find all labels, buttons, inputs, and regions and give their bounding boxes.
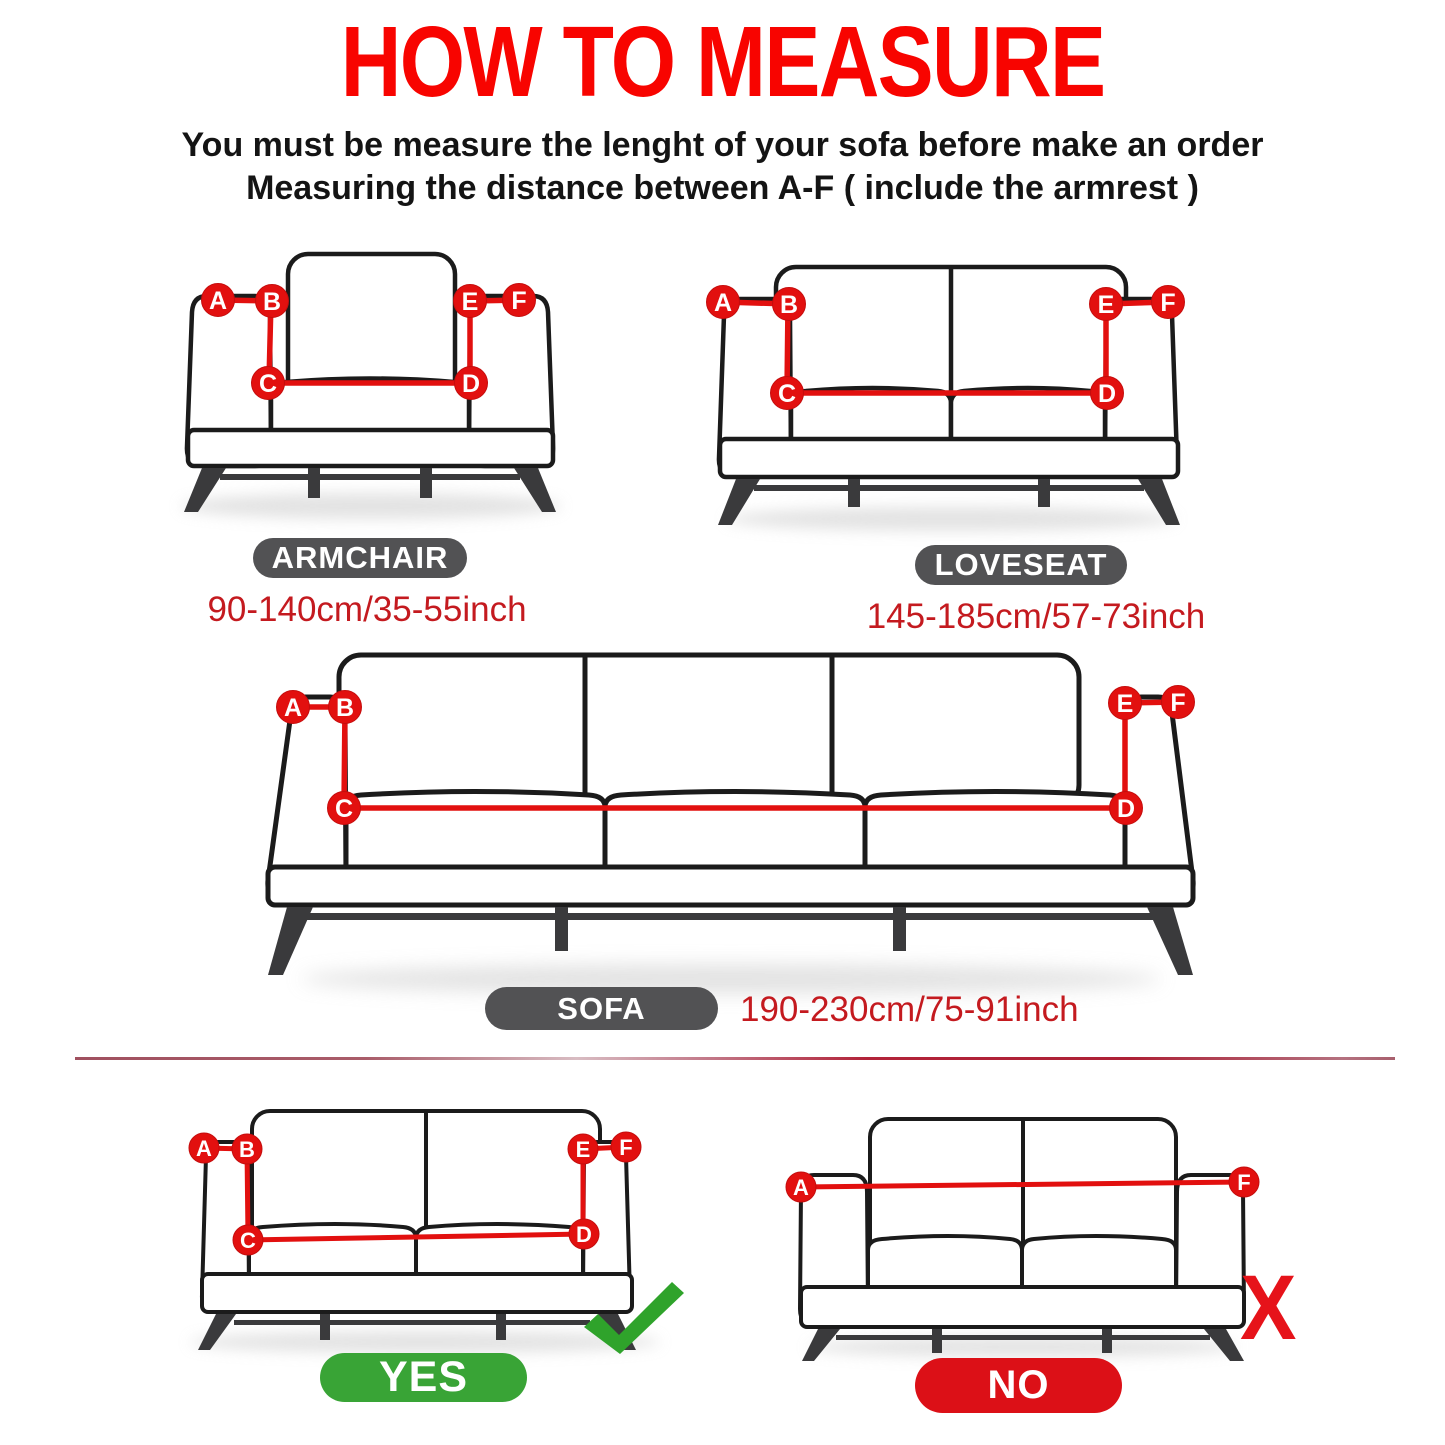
loveseat-label: LOVESEAT [934,547,1108,582]
correct-measure-point-a [189,1133,219,1163]
correct-measure-point-b [232,1134,262,1164]
sofa-seat-cushion-1 [346,792,605,870]
svg-text:D: D [461,370,481,398]
wrong-pill [915,1358,1122,1413]
armchair-diagram [160,242,580,542]
correct-measure-point-c [233,1225,263,1255]
correct-measure-point-e [568,1134,598,1164]
svg-text:B: B [262,288,282,316]
sofa-seat-cushion-2 [605,792,865,870]
subtitle-line-2: Measuring the distance between A-F ( include the armrest ) [246,169,1199,207]
correct-measure-point-d [569,1219,599,1249]
svg-text:F: F [1237,1170,1251,1195]
loveseat-range: 145-185cm/57-73inch [866,597,1206,636]
svg-text:A: A [793,1175,809,1200]
svg-text:A: A [196,1136,212,1161]
sofa-base [268,867,1193,905]
armchair-label: ARMCHAIR [271,540,449,575]
subtitle-line-1: You must be measure the lenght of your sofa before make an order [181,126,1264,164]
correct-measure-point-f [611,1132,641,1162]
sofa-diagram [255,645,1205,1010]
loveseat-seat-cushion-2 [951,388,1105,441]
cross-icon: X [1240,1257,1297,1359]
svg-text:B: B [239,1137,255,1162]
loveseat-shadow [726,507,1176,531]
svg-text:F: F [1160,289,1176,317]
armchair-label-pill [253,538,467,578]
svg-text:D: D [576,1222,592,1247]
svg-text:E: E [1116,690,1134,718]
svg-text:E: E [1097,291,1115,319]
svg-text:B: B [779,291,799,319]
armchair-measure-point-a [202,284,235,317]
loveseat-measure-point-f [1152,286,1185,319]
svg-text:B: B [335,694,355,722]
wrong-sofa-outline [800,1119,1244,1327]
correct-sofa-base [202,1274,632,1312]
svg-text:D: D [1097,380,1117,408]
svg-text:F: F [1170,689,1186,717]
svg-text:A: A [208,287,228,315]
sofa-measure-point-f [1162,686,1195,719]
svg-text:A: A [283,694,303,722]
correct-sofa-seat-cushion-1 [249,1224,416,1276]
wrong-measure-point-a [786,1172,816,1202]
loveseat-label-pill [915,545,1127,585]
correct-label: YES [378,1353,469,1401]
armchair-range: 90-140cm/35-55inch [207,590,527,629]
svg-text:A: A [713,289,733,317]
page-title-wrap [0,6,1445,118]
loveseat-measure-point-b [773,288,806,321]
loveseat-diagram [698,253,1198,543]
svg-text:E: E [575,1137,591,1162]
loveseat-measure-point-d [1091,377,1124,410]
correct-sofa-outline [202,1111,632,1312]
page-title: HOW TO MEASURE [340,6,1105,118]
loveseat-measure-point-a [707,286,740,319]
sofa-range: 190-230cm/75-91inch [740,990,1079,1029]
loveseat-base [720,439,1178,477]
sofa-measure-point-c [328,792,361,825]
svg-text:C: C [240,1228,256,1253]
armchair-measure-point-e [454,285,487,318]
svg-text:F: F [511,287,527,315]
sofa-label: SOFA [557,990,646,1026]
wrong-label: NO [987,1363,1050,1407]
loveseat-measure-point-e [1090,288,1123,321]
wrong-sofa-base [801,1287,1244,1327]
loveseat-seat-cushion-1 [791,388,951,441]
armchair-base [188,430,553,466]
correct-sofa-seat-cushion-2 [416,1224,583,1276]
section-divider [75,1057,1395,1060]
armchair-measure-point-f [503,284,536,317]
svg-text:F: F [619,1135,633,1160]
sofa-measure-point-b [329,691,362,724]
sofa-measure-point-e [1109,687,1142,720]
loveseat-measure-point-c [771,377,804,410]
wrong-example-diagram [782,1103,1262,1363]
subtitle [0,124,1445,210]
wrong-sofa-seat-cushion-1 [868,1236,1022,1289]
svg-text:D: D [1116,795,1136,823]
check-icon [578,1280,688,1355]
svg-text:C: C [334,795,354,823]
armchair-seat-cushion [271,379,469,433]
sofa-measure-point-a [277,691,310,724]
sofa-seat-cushion-3 [865,792,1125,870]
wrong-measure-point-f [1229,1167,1259,1197]
sofa-outline [268,655,1193,905]
armchair-measure-point-d [455,367,488,400]
armchair-outline [187,254,553,466]
svg-text:E: E [461,288,479,316]
correct-pill [320,1353,527,1402]
svg-text:C: C [777,380,797,408]
armchair-measure-point-c [252,367,285,400]
armchair-measure-point-b [256,285,289,318]
sofa-measure-point-d [1110,792,1143,825]
svg-text:C: C [258,370,278,398]
wrong-sofa-seat-cushion-2 [1022,1236,1176,1289]
sofa-label-pill [485,987,718,1030]
armchair-shadow [181,493,561,519]
sofa-back-cushions [339,655,1079,807]
